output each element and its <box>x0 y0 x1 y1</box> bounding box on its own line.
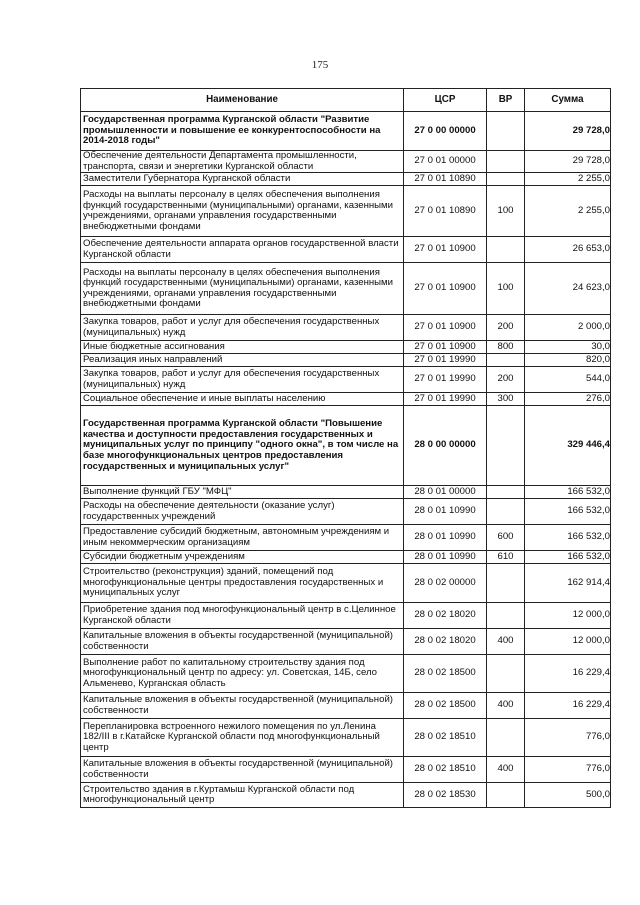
row-name: Закупка товаров, работ и услуг для обеспечения государственных (муниципальных) нужд <box>81 367 404 393</box>
row-sum: 29 728,0 <box>525 112 611 151</box>
row-vr-code: 100 <box>487 186 525 237</box>
row-sum: 329 446,4 <box>525 406 611 486</box>
row-sum: 12 000,0 <box>525 603 611 629</box>
row-sum: 16 229,4 <box>525 693 611 719</box>
row-csr-code: 28 0 02 18510 <box>404 719 487 757</box>
row-vr-code: 100 <box>487 263 525 315</box>
budget-table <box>80 88 611 808</box>
row-sum: 166 532,0 <box>525 525 611 551</box>
table-row <box>81 499 611 525</box>
row-csr-code: 27 0 00 00000 <box>404 112 487 151</box>
row-sum: 776,0 <box>525 757 611 783</box>
row-sum: 162 914,4 <box>525 564 611 603</box>
row-sum: 276,0 <box>525 393 611 406</box>
row-vr-code: 200 <box>487 367 525 393</box>
row-sum: 2 255,0 <box>525 186 611 237</box>
row-csr-code: 27 0 01 00000 <box>404 151 487 173</box>
row-name: Выполнение функций ГБУ "МФЦ" <box>81 486 404 499</box>
table-row <box>81 315 611 341</box>
row-vr-code <box>487 783 525 808</box>
table-body <box>81 112 611 808</box>
row-vr-code: 300 <box>487 393 525 406</box>
row-name: Строительство (реконструкция) зданий, помещений под многофункциональные центры предоставления государственных и муниципальных услуг <box>81 564 404 603</box>
row-name: Предоставление субсидий бюджетным, автономным учреждениям и иным некоммерческим организациям <box>81 525 404 551</box>
table-row <box>81 393 611 406</box>
row-csr-code: 28 0 02 18500 <box>404 655 487 693</box>
row-csr-code: 28 0 02 18020 <box>404 603 487 629</box>
row-csr-code: 27 0 01 10890 <box>404 186 487 237</box>
row-sum: 2 000,0 <box>525 315 611 341</box>
row-sum: 776,0 <box>525 719 611 757</box>
row-csr-code: 28 0 01 10990 <box>404 551 487 564</box>
row-sum: 24 623,0 <box>525 263 611 315</box>
row-name: Реализация иных направлений <box>81 354 404 367</box>
row-vr-code <box>487 719 525 757</box>
row-sum: 16 229,4 <box>525 655 611 693</box>
row-csr-code: 27 0 01 10890 <box>404 173 487 186</box>
row-name: Приобретение здания под многофункциональный центр в с.Целинное Курганской области <box>81 603 404 629</box>
table-row <box>81 354 611 367</box>
table-row <box>81 655 611 693</box>
row-csr-code: 28 0 02 00000 <box>404 564 487 603</box>
row-vr-code <box>487 655 525 693</box>
row-name: Обеспечение деятельности аппарата органов государственной власти Курганской области <box>81 237 404 263</box>
table-row <box>81 719 611 757</box>
row-name: Строительство здания в г.Куртамыш Курганской области под многофункциональный центр <box>81 783 404 808</box>
row-csr-code: 27 0 01 10900 <box>404 341 487 354</box>
row-sum: 544,0 <box>525 367 611 393</box>
table-row <box>81 783 611 808</box>
row-name: Государственная программа Курганской области "Повышение качества и доступности предоставления государственных и муниципальных услуг по принципу "одного окна", в том числе на базе многофункциональных центров предоставления государственных и муниципальных услуг" <box>81 406 404 486</box>
table-row <box>81 263 611 315</box>
row-csr-code: 27 0 01 10900 <box>404 263 487 315</box>
row-name: Социальное обеспечение и иные выплаты населению <box>81 393 404 406</box>
row-vr-code <box>487 354 525 367</box>
row-name: Капитальные вложения в объекты государственной (муниципальной) собственности <box>81 693 404 719</box>
row-csr-code: 27 0 01 10900 <box>404 237 487 263</box>
row-name: Государственная программа Курганской области "Развитие промышленности и повышение ее конкурентоспособности на 2014-2018 годы" <box>81 112 404 151</box>
row-sum: 166 532,0 <box>525 551 611 564</box>
row-vr-code <box>487 237 525 263</box>
table-row <box>81 693 611 719</box>
row-vr-code: 400 <box>487 757 525 783</box>
row-vr-code <box>487 564 525 603</box>
row-csr-code: 27 0 01 10900 <box>404 315 487 341</box>
header-name: Наименование <box>81 89 404 112</box>
row-name: Расходы на выплаты персоналу в целях обеспечения выполнения функций государственными (муниципальными) органами, казенными учреждениями, органами управления государственными внебюджетными фондами <box>81 186 404 237</box>
page-number: 175 <box>311 59 329 71</box>
row-name: Выполнение работ по капитальному строительству здания под многофункциональный центр по адресу: ул. Советская, 14Б, село Альменево, Курганская область <box>81 655 404 693</box>
table-header-row <box>81 89 611 112</box>
header-sum: Сумма <box>525 89 611 112</box>
row-csr-code: 28 0 01 00000 <box>404 486 487 499</box>
table-row <box>81 551 611 564</box>
table-row <box>81 151 611 173</box>
table-row <box>81 186 611 237</box>
row-csr-code: 27 0 01 19990 <box>404 393 487 406</box>
row-csr-code: 28 0 02 18530 <box>404 783 487 808</box>
table-row <box>81 237 611 263</box>
row-name: Расходы на выплаты персоналу в целях обеспечения выполнения функций государственными (муниципальными) органами, казенными учреждениями, органами управления государственными внебюджетными фондами <box>81 263 404 315</box>
row-vr-code: 600 <box>487 525 525 551</box>
row-sum: 166 532,0 <box>525 499 611 525</box>
row-name: Капитальные вложения в объекты государственной (муниципальной) собственности <box>81 757 404 783</box>
header-vr: ВР <box>487 89 525 112</box>
table-row <box>81 173 611 186</box>
row-name: Иные бюджетные ассигнования <box>81 341 404 354</box>
row-sum: 12 000,0 <box>525 629 611 655</box>
table-row <box>81 341 611 354</box>
header-csr: ЦСР <box>404 89 487 112</box>
row-csr-code: 27 0 01 19990 <box>404 354 487 367</box>
table-row <box>81 486 611 499</box>
table-row <box>81 367 611 393</box>
row-name: Капитальные вложения в объекты государственной (муниципальной) собственности <box>81 629 404 655</box>
row-vr-code <box>487 151 525 173</box>
row-sum: 820,0 <box>525 354 611 367</box>
table-row <box>81 406 611 486</box>
row-csr-code: 28 0 02 18500 <box>404 693 487 719</box>
row-vr-code: 400 <box>487 629 525 655</box>
row-sum: 500,0 <box>525 783 611 808</box>
row-name: Субсидии бюджетным учреждениям <box>81 551 404 564</box>
row-name: Перепланировка встроенного нежилого помещения по ул.Ленина 182/III в г.Катайске Курганской области под многофункциональный центр <box>81 719 404 757</box>
row-name: Обеспечение деятельности Департамента промышленности, транспорта, связи и энергетики Курганской области <box>81 151 404 173</box>
row-sum: 2 255,0 <box>525 173 611 186</box>
row-vr-code: 200 <box>487 315 525 341</box>
row-vr-code <box>487 406 525 486</box>
row-vr-code: 400 <box>487 693 525 719</box>
row-vr-code <box>487 603 525 629</box>
row-vr-code <box>487 112 525 151</box>
table-row <box>81 525 611 551</box>
row-name: Закупка товаров, работ и услуг для обеспечения государственных (муниципальных) нужд <box>81 315 404 341</box>
row-csr-code: 27 0 01 19990 <box>404 367 487 393</box>
row-name: Заместители Губернатора Курганской области <box>81 173 404 186</box>
table-row <box>81 603 611 629</box>
row-name: Расходы на обеспечение деятельности (оказание услуг) государственных учреждений <box>81 499 404 525</box>
row-vr-code <box>487 173 525 186</box>
row-sum: 166 532,0 <box>525 486 611 499</box>
row-vr-code: 800 <box>487 341 525 354</box>
row-csr-code: 28 0 01 10990 <box>404 525 487 551</box>
row-vr-code <box>487 499 525 525</box>
row-csr-code: 28 0 00 00000 <box>404 406 487 486</box>
row-vr-code: 610 <box>487 551 525 564</box>
table-row <box>81 564 611 603</box>
row-sum: 26 653,0 <box>525 237 611 263</box>
row-csr-code: 28 0 02 18510 <box>404 757 487 783</box>
row-sum: 29 728,0 <box>525 151 611 173</box>
row-vr-code <box>487 486 525 499</box>
row-csr-code: 28 0 01 10990 <box>404 499 487 525</box>
table-row <box>81 112 611 151</box>
row-csr-code: 28 0 02 18020 <box>404 629 487 655</box>
table-row <box>81 629 611 655</box>
row-sum: 30,0 <box>525 341 611 354</box>
table-row <box>81 757 611 783</box>
